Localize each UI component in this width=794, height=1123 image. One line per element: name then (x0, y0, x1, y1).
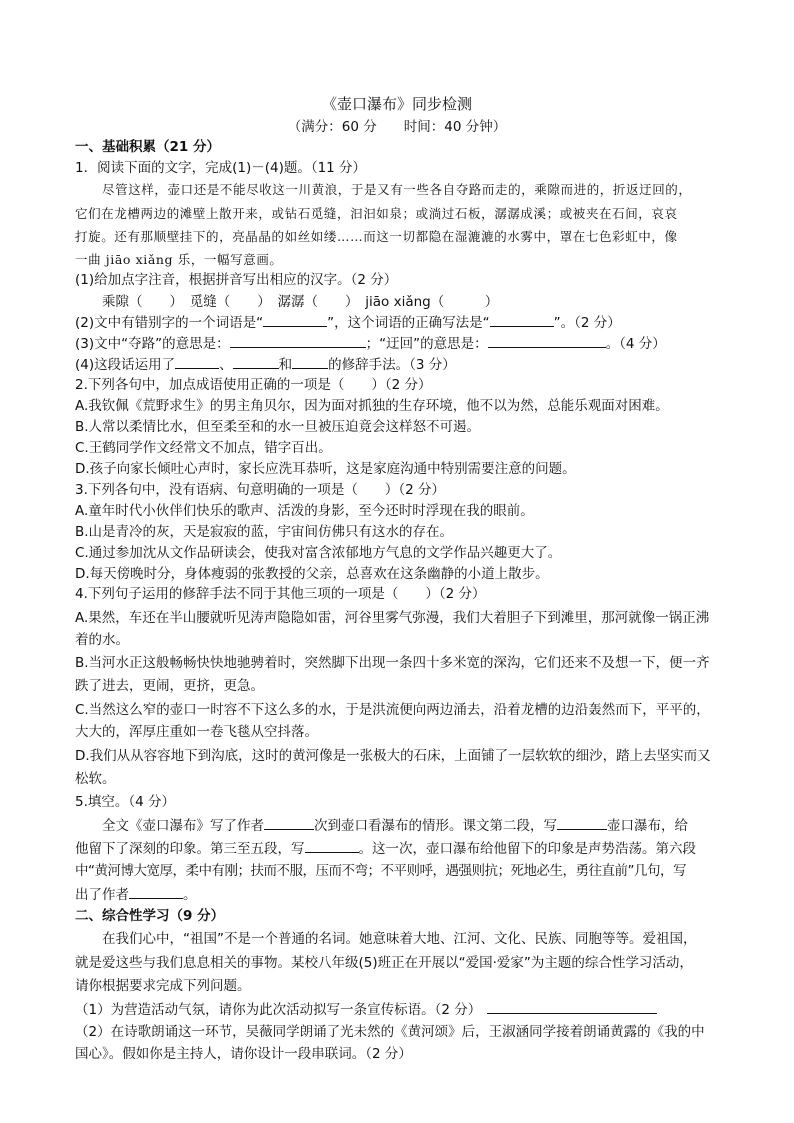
answer-blank[interactable] (263, 312, 327, 327)
q5-line2 (75, 838, 696, 859)
answer-blank[interactable] (305, 838, 359, 853)
q2-stem: 2.下列各句中，加点成语使用正确的一项是（ ）（2 分） (75, 377, 432, 393)
q1-part3-text-a: (3)文中“夺路”的意思是： (75, 336, 230, 352)
q5-text: 壶口瀑布，给 (607, 818, 688, 834)
q1-part2-text-c: ”。（2 分） (553, 315, 621, 331)
section2-heading: 二、综合性学习（9 分） (75, 908, 225, 924)
q5-text: 他留下了深刻的印象。第三至五段，写 (75, 841, 305, 857)
q4-option-line: 着的水。 (75, 632, 129, 648)
section1-heading: 一、基础积累（21 分） (75, 139, 220, 155)
section2-intro-line: 请你根据要求完成下列问题。 (75, 978, 251, 994)
q4-option-line: A.果然，车还在半山腰就听见涛声隐隐如雷，河谷里雾气弥漫，我们大着胆子下到滩里，那河就像一锅正沸 (75, 610, 710, 626)
q5-text: 。 (183, 887, 197, 903)
answer-blank[interactable] (129, 884, 183, 899)
section2-part1-text: （1）为营造活动气氛，请你为此次活动拟写一条宣传标语。（2 分） (75, 1002, 482, 1018)
page-title: 《壶口瀑布》同步检测 (321, 95, 472, 113)
q2-option: B.人常以柔情比水，但至柔至和的水一旦被压迫竟会这样怒不可遏。 (75, 419, 481, 435)
q1-part2-text-a: (2)文中有错别字的一个词语是“ (75, 315, 264, 331)
q2-option: C.王鹤同学作文经常文不加点，错字百出。 (75, 440, 332, 456)
answer-blank[interactable] (292, 354, 328, 369)
q1-stem: 1．阅读下面的文字，完成(1)－(4)题。（11 分） (75, 160, 367, 176)
q1-part2 (75, 312, 621, 333)
answer-blank[interactable] (175, 354, 219, 369)
q3-option: B.山是青冷的灰，天是寂寂的蓝，宇宙间仿佛只有这水的存在。 (75, 524, 454, 540)
q5-line4 (75, 884, 197, 905)
answer-blank[interactable] (488, 333, 606, 348)
q4-option-line: B.当河水正这般畅畅快快地驰骋着时，突然脚下出现一条四十多米宽的深沟，它们还来不及想一下，便一齐 (75, 655, 710, 671)
q1-part3-text-c: 。（4 分） (605, 336, 666, 352)
q5-text: 。这一次，壶口瀑布给他留下的印象是声势浩荡。第六段 (358, 841, 696, 857)
passage-line: 一曲 jiāo xiǎng 乐，一幅写意画。 (75, 252, 283, 267)
q4-option-line: D.我们从从容容地下到沟底，这时的黄河像是一张极大的石床，上面铺了一层软软的细沙，踏上去坚实而又 (75, 748, 711, 764)
q5-text: 出了作者 (75, 887, 129, 903)
section2-part2-line: 国心》。假如你是主持人，请你设计一段串联词。（2 分） (75, 1046, 412, 1062)
q3-stem: 3.下列各句中，没有语病、句意明确的一项是（ ）（2 分） (75, 482, 446, 498)
q1-part3 (75, 333, 666, 354)
q1-part2-text-b: ”，这个词语的正确写法是“ (327, 315, 490, 331)
answer-blank[interactable] (557, 815, 607, 830)
passage-line: 打旋。还有那顺壁挂下的，亮晶晶的如丝如缕……而这一切都隐在湿漉漉的水雾中，罩在七色彩虹中，像 (75, 229, 678, 244)
q1-part4-text-b: 、 (219, 357, 233, 373)
section2-intro-line: 就是爱这些与我们息息相关的事物。某校八年级(5)班正在开展以“爱国·爱家”为主题的综合性学习活动， (75, 955, 693, 971)
q4-option-line: C.当然这么窄的壶口一时容不下这么多的水，于是洪流便向两边涌去，沿着龙槽的边沿轰然而下，平平的， (75, 702, 710, 718)
passage-line: 它们在龙槽两边的滩壁上散开来，或钻石觅缝，汩汩如泉；或淌过石板，潺潺成溪；或被夹在石间，哀哀 (75, 206, 678, 221)
answer-blank[interactable] (230, 333, 366, 348)
section2-intro-line: 在我们心中，“祖国”不是一个普通的名词。她意味着大地、江河、文化、民族、同胞等等。爱祖国， (102, 931, 697, 947)
q5-line3: 中“黄河博大宽厚，柔中有刚；扶而不服，压而不弯；不平则呼，遇强则抗；死地必生，勇往直前”几句，写 (75, 863, 686, 879)
answer-blank[interactable] (487, 999, 657, 1014)
q4-option-line: 松软。 (75, 771, 116, 787)
q1-part4-text-a: (4)这段话运用了 (75, 357, 176, 373)
q2-option: A.我钦佩《荒野求生》的男主角贝尔，因为面对抓独的生存环境，他不以为然，总能乐观面对困难。 (75, 398, 669, 414)
q1-part1: (1)给加点字注音，根据拼音写出相应的汉字。（2 分） (75, 272, 398, 288)
answer-blank[interactable] (490, 312, 554, 327)
q5-text: 全文《壶口瀑布》写了作者 (102, 818, 264, 834)
answer-blank[interactable] (264, 815, 314, 830)
q4-option-line: 大大的，浑厚庄重如一卷飞毯从空抖落。 (75, 724, 318, 740)
q1-part3-text-b: ；“迂回”的意思是： (365, 336, 488, 352)
q5-stem: 5.填空。（4 分） (75, 794, 176, 810)
answer-blank[interactable] (233, 354, 279, 369)
section2-part1 (75, 999, 657, 1020)
q5-line1 (102, 815, 688, 836)
q1-part4 (75, 354, 456, 375)
q3-option: D.每天傍晚时分，身体瘦弱的张教授的父亲，总喜欢在这条幽静的小道上散步。 (75, 566, 549, 582)
q4-stem: 4.下列句子运用的修辞手法不同于其他三项的一项是（ ）（2 分） (75, 586, 486, 602)
q1-part4-text-c: 和 (278, 357, 293, 373)
q5-text: 次到壶口看瀑布的情形。课文第二段，写 (314, 818, 557, 834)
q3-option: C.通过参加沈从文作品研读会，使我对富含浓郁地方气息的文学作品兴趣更大了。 (75, 545, 562, 561)
q2-option: D.孩子向家长倾吐心声时，家长应洗耳恭听，这是家庭沟通中特别需要注意的问题。 (75, 461, 576, 477)
page-subtitle: （满分：60 分 时间：40 分钟） (287, 119, 507, 135)
q4-option-line: 跌了进去，更闹，更挤，更急。 (75, 678, 264, 694)
q3-option: A.童年时代小伙伴们快乐的歌声、活泼的身影，至今还时时浮现在我的眼前。 (75, 503, 534, 519)
section2-part2-line: （2）在诗歌朗诵这一环节，吴薇同学朗诵了光未然的《黄河颂》后，王淑涵同学接着朗诵黄露的《我的中 (75, 1024, 705, 1040)
q1-part4-text-d: 的修辞手法。（3 分） (328, 357, 456, 373)
q1-part1-items: 乘隙（ ） 觅缝（ ） 潺潺（ ） jiāo xiǎng（ ） (102, 294, 499, 310)
passage-line: 尽管这样，壶口还是不能尽收这一川黄浪，于是又有一些各自夺路而走的，乘隙而进的，折返迂回的， (102, 182, 692, 197)
